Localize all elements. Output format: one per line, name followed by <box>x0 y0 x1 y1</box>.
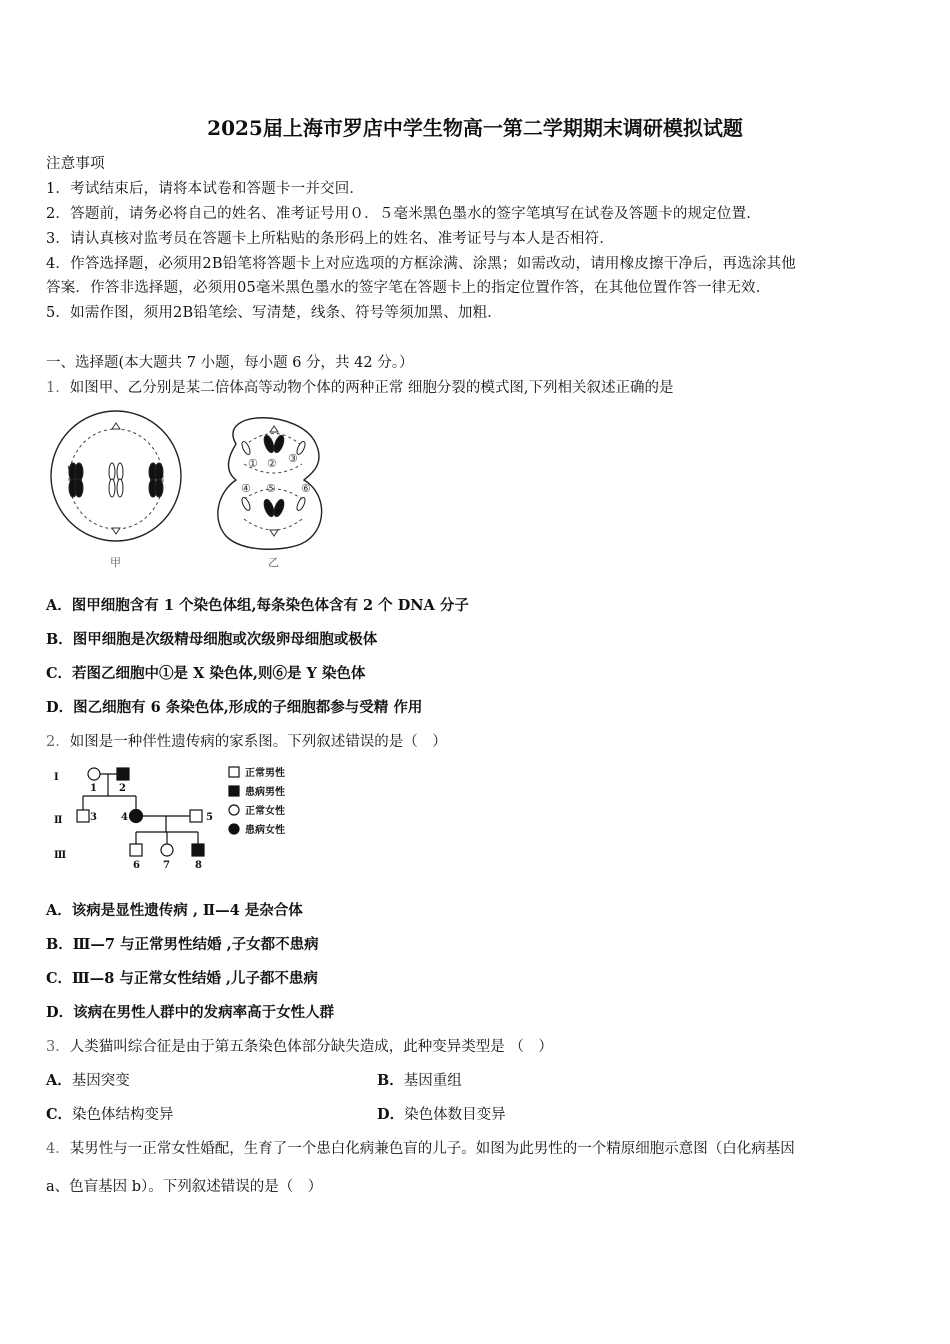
generation-label: Ⅰ <box>54 772 59 783</box>
notice-item: 2．答题前，请务必将自己的姓名、准考证号用０．５毫米黑色墨水的签字笔填写在试卷及答题卡的规定位置． <box>46 206 762 222</box>
option-text: 图乙细胞有 6 条染色体,形成的子细胞都参与受精 作用 <box>73 699 423 716</box>
option-text: 该病是显性遗传病 , Ⅱ—4 是杂合体 <box>71 902 303 919</box>
option-text: 基因重组 <box>403 1073 462 1089</box>
individual-number: 2 <box>119 783 126 794</box>
option-key: B． <box>46 631 73 648</box>
question-3 <box>46 1035 553 1056</box>
option-text: 图甲细胞是次级精母细胞或次级卵母细胞或极体 <box>72 631 378 648</box>
question-2 <box>46 730 447 751</box>
question-1 <box>46 376 673 397</box>
question-stem: 如图是一种伴性遗传病的家系图。下列叙述错误的是（ ） <box>69 734 447 750</box>
individual-number: 1 <box>90 783 97 794</box>
chromosome-number: ④ <box>241 482 251 495</box>
option-c[interactable] <box>46 662 365 683</box>
pedigree-figure <box>46 760 306 872</box>
option-text: 若图乙细胞中①是 X 染色体,则⑥是 Y 染色体 <box>72 665 366 682</box>
individual-number: 4 <box>121 812 128 823</box>
option-key: D． <box>46 1004 74 1021</box>
legend-label: 正常男性 <box>245 768 285 779</box>
notice-item: 3．请认真核对监考员在答题卡上所粘贴的条形码上的姓名、准考证号与本人是否相符． <box>46 231 615 247</box>
option-c[interactable] <box>46 967 318 988</box>
option-key: A． <box>46 597 72 614</box>
legend-label: 患病男性 <box>245 787 285 798</box>
individual-number: 6 <box>133 860 140 871</box>
option-b[interactable] <box>377 1069 462 1090</box>
question-4 <box>46 1137 795 1158</box>
option-b[interactable] <box>46 933 319 954</box>
chromosome-number: ⑤ <box>266 482 276 495</box>
individual-number: 7 <box>163 860 170 871</box>
option-text: 该病在男性人群中的发病率高于女性人群 <box>73 1004 335 1021</box>
option-key: B． <box>46 936 73 953</box>
generation-label: Ⅱ <box>54 815 63 826</box>
figure-label: 乙 <box>268 556 279 569</box>
option-text: 染色体数目变异 <box>404 1107 506 1123</box>
option-d[interactable] <box>46 696 422 717</box>
chromosome-number: ③ <box>288 452 298 465</box>
question-number: 1． <box>46 380 70 396</box>
option-c[interactable] <box>46 1103 174 1124</box>
question-stem: 某男性与一正常女性婚配，生育了一个患白化病兼色盲的儿子。如图为此男性的一个精原细胞示意图（白化病基因 <box>69 1141 795 1157</box>
figure-yi <box>218 418 322 569</box>
notice-item: 5．如需作图，须用2B铅笔绘、写清楚，线条、符号等须加黑、加粗． <box>46 305 503 321</box>
option-a[interactable] <box>46 594 469 615</box>
individual-number: 5 <box>206 812 213 823</box>
notice-heading: 注意事项 <box>46 156 105 172</box>
legend-label: 正常女性 <box>245 806 285 817</box>
option-b[interactable] <box>46 628 377 649</box>
option-key: D． <box>377 1106 405 1123</box>
option-text: Ⅲ—7 与正常男性结婚 ,子女都不患病 <box>72 936 319 953</box>
option-key: C． <box>46 665 73 682</box>
option-key: C． <box>46 1106 73 1123</box>
option-d[interactable] <box>46 1001 334 1022</box>
option-text: 基因突变 <box>71 1073 130 1089</box>
question-stem: 人类猫叫综合征是由于第五条染色体部分缺失造成，此种变异类型是 （ ） <box>69 1039 553 1055</box>
individual-number: 3 <box>90 812 97 823</box>
chromosome-number: ② <box>267 457 277 470</box>
pedigree-legend <box>229 767 239 834</box>
figure-jia <box>51 411 181 569</box>
option-key: A． <box>46 1072 72 1089</box>
figure-label: 甲 <box>110 556 121 569</box>
legend-label: 患病女性 <box>245 825 285 836</box>
option-key: B． <box>377 1072 404 1089</box>
page-title: 2025届上海市罗店中学生物高一第二学期期末调研模拟试题 <box>207 116 743 140</box>
question-stem: 如图甲、乙分别是某二倍体高等动物个体的两种正常 细胞分裂的模式图,下列相关叙述正确的是 <box>69 380 674 396</box>
chromosome-number: ① <box>248 457 258 470</box>
option-key: D． <box>46 699 74 716</box>
cell-division-figure <box>46 404 336 574</box>
option-key: A． <box>46 902 72 919</box>
notice-item: 4．作答选择题，必须用2B铅笔将答题卡上对应选项的方框涂满、涂黑；如需改动，请用橡皮擦干净后，再选涂其他 <box>46 256 797 272</box>
option-text: 染色体结构变异 <box>72 1107 174 1123</box>
question-number: 2． <box>46 734 70 750</box>
option-a[interactable] <box>46 899 303 920</box>
individual-number: 8 <box>195 860 202 871</box>
option-text: 图甲细胞含有 1 个染色体组,每条染色体含有 2 个 DNA 分子 <box>71 597 469 614</box>
option-a[interactable] <box>46 1069 130 1090</box>
option-key: C． <box>46 970 73 987</box>
option-d[interactable] <box>377 1103 506 1124</box>
notice-item: 答案．作答非选择题，必须用05毫米黑色墨水的签字笔在答题卡上的指定位置作答，在其他位置作答一律无效． <box>46 280 771 296</box>
question-number: 4． <box>46 1141 70 1157</box>
option-text: Ⅲ—8 与正常女性结婚 ,儿子都不患病 <box>72 970 318 987</box>
generation-label: Ⅲ <box>54 850 67 861</box>
question-4-continued: a、色盲基因 b）。下列叙述错误的是（ ） <box>46 1179 323 1195</box>
chromosome-number: ⑥ <box>301 482 311 495</box>
notice-item: 1．考试结束后，请将本试卷和答题卡一并交回． <box>46 181 365 197</box>
question-number: 3． <box>46 1039 70 1055</box>
section-heading: 一、选择题(本大题共 7 小题，每小题 6 分，共 42 分。） <box>46 355 414 371</box>
